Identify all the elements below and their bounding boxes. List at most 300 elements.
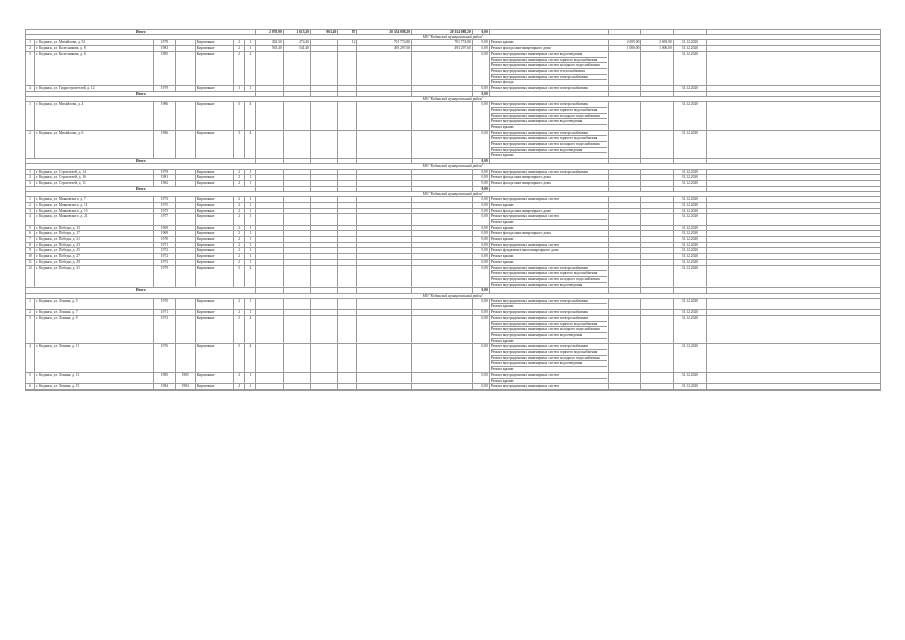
- work-item: Ремонт крыши: [490, 40, 514, 45]
- address-cell: г. Кодинск, ул. Маяковского, д. 21: [35, 214, 154, 225]
- work-item: Ремонт внутридомовых инженерных систем электроснабжения: [491, 316, 607, 322]
- row-number: 1: [26, 40, 35, 46]
- floors-cell: 2: [234, 310, 245, 316]
- empty-cell: [641, 390, 673, 391]
- group-total-pct: [472, 390, 489, 391]
- residents-cell: 12: [338, 40, 357, 46]
- entrances-cell: 4: [245, 102, 256, 131]
- entrances-cell: 1: [245, 384, 256, 390]
- work-item: Ремонт внутридомовых инженерных систем водоотведения: [491, 52, 607, 58]
- pct-cell: 0,00: [472, 130, 489, 159]
- floors-cell: 2: [234, 242, 245, 248]
- row-number: 9: [26, 248, 35, 254]
- cost-cell: 701 774,80: [357, 40, 412, 46]
- pct-cell: 0,00: [472, 265, 489, 288]
- cost-total-cell: [412, 130, 473, 159]
- address-cell: г. Кодинск, ул. Строителей, д. 16: [35, 175, 154, 181]
- row-number: 11: [26, 259, 35, 265]
- deadline-cell: 31.12.2020: [673, 46, 706, 52]
- area-b-cell: [283, 298, 310, 309]
- empty-cell: [609, 390, 641, 391]
- entrances-cell: 1: [245, 214, 256, 225]
- pct-cell: 0,00: [472, 310, 489, 316]
- pct-cell: 0,00: [472, 298, 489, 309]
- unit-cost-cell: [609, 298, 641, 309]
- floors-cell: 2: [234, 225, 245, 231]
- entrances-cell: 4: [245, 315, 256, 344]
- address-cell: г. Кодинск, ул. Михайлова, д. 52: [35, 40, 154, 46]
- deadline-cell: 31.12.2020: [673, 242, 706, 248]
- commission-year-cell: 1984: [175, 384, 195, 390]
- group-total-pct: 0,00: [472, 288, 489, 293]
- row-number: 6: [26, 231, 35, 237]
- work-item: Ремонт внутридомовых инженерных систем: [490, 384, 559, 389]
- floors-cell: 2: [234, 197, 245, 203]
- year-cell: 1975: [154, 202, 175, 208]
- area-c-cell: [311, 51, 338, 85]
- unit-cost-cell: [609, 372, 641, 383]
- deadline-cell: 31.12.2020: [673, 86, 706, 92]
- deadline-cell: 31.12.2020: [673, 265, 706, 288]
- address-cell: г. Кодинск, ул. Ленина, д. 15: [35, 384, 154, 390]
- pct-cell: 0,00: [472, 231, 489, 237]
- area-a-cell: [256, 372, 283, 383]
- row-number: 5: [26, 372, 35, 383]
- work-item: Ремонт внутридомовых инженерных систем электроснабжения: [491, 131, 607, 137]
- pct-cell: 0,00: [472, 384, 489, 390]
- cost-cell: [357, 130, 412, 159]
- floors-cell: 2: [234, 384, 245, 390]
- entrances-cell: 1: [245, 298, 256, 309]
- year-cell: 1976: [154, 344, 175, 373]
- wall-material-cell: Кирпичные: [195, 208, 233, 214]
- deadline-cell: 31.12.2020: [673, 202, 706, 208]
- address-cell: г. Кодинск, ул. Михайлова, д. 4: [35, 102, 154, 131]
- area-c-cell: [311, 130, 338, 159]
- max-cost-cell: [641, 214, 673, 225]
- wall-material-cell: Кирпичные: [195, 298, 233, 309]
- pct-cell: 0,00: [472, 208, 489, 214]
- entrances-cell: 4: [245, 344, 256, 373]
- pct-cell: 0,00: [472, 254, 489, 260]
- works-cell: [489, 214, 608, 225]
- unit-cost-cell: [609, 344, 641, 373]
- pct-cell: 0,00: [472, 315, 489, 344]
- work-item: Ремонт внутридомовых инженерных систем водоотведения: [491, 119, 607, 125]
- unit-cost-cell: [609, 214, 641, 225]
- row-number: 4: [26, 86, 35, 92]
- year-cell: 1972: [154, 248, 175, 254]
- work-item: Ремонт фасада многоквартирного дома: [490, 175, 551, 180]
- group-total-label: Итого: [26, 288, 256, 293]
- residents-cell: [338, 265, 357, 288]
- group-title: МО "Кодинский муниципальный район": [26, 293, 881, 298]
- cost-total-cell: 701 774,80: [412, 40, 473, 46]
- cost-cell: 493 297,60: [357, 46, 412, 52]
- pct-cell: 0,00: [472, 86, 489, 92]
- pct-cell: 0,00: [472, 214, 489, 225]
- group-total-pct: 0,00: [472, 186, 489, 191]
- works-cell: [489, 344, 608, 373]
- work-item: Ремонт фасада многоквартирного дома: [490, 231, 551, 236]
- entrances-cell: 1: [245, 248, 256, 254]
- entrances-cell: 1: [245, 259, 256, 265]
- wall-material-cell: Кирпичные: [195, 86, 233, 92]
- pct-cell: 0,00: [472, 180, 489, 186]
- max-cost-cell: [641, 372, 673, 383]
- floors-cell: 5: [234, 265, 245, 288]
- pct-cell: 0,00: [472, 175, 489, 181]
- pct-cell: 0,00: [472, 344, 489, 373]
- address-cell: г. Кодинск, ул. Колесникова, д. 6: [35, 51, 154, 85]
- entrances-cell: 1: [245, 225, 256, 231]
- year-cell: 1986: [154, 102, 175, 131]
- wall-material-cell: Кирпичные: [195, 372, 233, 383]
- empty-cell: [707, 372, 881, 383]
- work-item: Ремонт крыши: [490, 237, 514, 242]
- floors-cell: 5: [234, 315, 245, 344]
- row-number: 2: [26, 175, 35, 181]
- area-a-cell: [256, 315, 283, 344]
- max-cost-cell: [641, 298, 673, 309]
- work-item: Ремонт внутридомовых инженерных систем холодного водоснабжения: [491, 356, 607, 362]
- area-c-cell: [311, 298, 338, 309]
- cost-total-cell: [412, 372, 473, 383]
- empty-cell: [707, 51, 881, 85]
- deadline-cell: 31.12.2020: [673, 298, 706, 309]
- empty-cell: [707, 390, 881, 391]
- year-cell: 1981: [154, 175, 175, 181]
- work-item: Ремонт крыши: [490, 225, 514, 230]
- year-cell: 1969: [154, 231, 175, 237]
- group-total-pct: 0,00: [472, 159, 489, 164]
- address-cell: г. Кодинск, ул. Ленина, д. 11: [35, 344, 154, 373]
- empty-cell: [707, 344, 881, 373]
- area-a-cell: [256, 298, 283, 309]
- address-cell: г. Кодинск, ул. Строителей, д. 11: [35, 180, 154, 186]
- floors-cell: 1: [234, 86, 245, 92]
- work-item: Ремонт внутридомовых инженерных систем водоотведения: [491, 148, 607, 154]
- entrances-cell: 1: [245, 86, 256, 92]
- wall-material-cell: Кирпичные: [195, 180, 233, 186]
- area-b-cell: [283, 102, 310, 131]
- work-item: Ремонт внутридомовых инженерных систем электроснабжения: [490, 310, 588, 315]
- area-b-cell: 274,40: [283, 40, 310, 46]
- empty-cell: [707, 315, 881, 344]
- wall-material-cell: Кирпичные: [195, 248, 233, 254]
- year-cell: 1973: [154, 197, 175, 203]
- cost-total-cell: [412, 315, 473, 344]
- work-item: Ремонт внутридомовых инженерных систем холодного водоснабжения: [491, 277, 607, 283]
- deadline-cell: 31.12.2020: [673, 169, 706, 175]
- work-item: Ремонт внутридомовых инженерных систем электроснабжения: [491, 266, 607, 272]
- cost-cell: [357, 372, 412, 383]
- wall-material-cell: Кирпичные: [195, 315, 233, 344]
- address-cell: г. Кодинск, ул. Михайлова, д. 6: [35, 130, 154, 159]
- floors-cell: 2: [234, 202, 245, 208]
- entrances-cell: 1: [245, 254, 256, 260]
- entrances-cell: 1: [245, 208, 256, 214]
- group-title: МО "Кодинский муниципальный район": [26, 191, 881, 196]
- pct-cell: 0,00: [472, 102, 489, 131]
- work-item: Ремонт внутридомовых инженерных систем электроснабжения: [490, 86, 588, 91]
- cost-total-cell: [412, 214, 473, 225]
- area-b-cell: [283, 344, 310, 373]
- wall-material-cell: Кирпичные: [195, 169, 233, 175]
- residents-cell: [338, 130, 357, 159]
- group-title: МО "Кодинский муниципальный район": [26, 96, 881, 101]
- deadline-cell: 31.12.2020: [673, 254, 706, 260]
- deadline-cell: 31.12.2020: [673, 175, 706, 181]
- table-row: [26, 315, 881, 344]
- deadline-cell: 31.12.2020: [673, 197, 706, 203]
- work-item: Ремонт внутридомовых инженерных систем электроснабжения: [490, 169, 588, 174]
- year-cell: 1984: [154, 384, 175, 390]
- total-pct: 0,00: [472, 30, 489, 35]
- residents-cell: [338, 214, 357, 225]
- work-item: Ремонт внутридомовых инженерных систем водоотведения: [490, 282, 583, 287]
- row-number: 8: [26, 242, 35, 248]
- work-item: Ремонт фасада многоквартирного дома: [490, 208, 551, 213]
- group-total-pct: 0,00: [472, 91, 489, 96]
- max-cost-cell: [641, 130, 673, 159]
- commission-year-cell: [175, 51, 195, 85]
- wall-material-cell: Кирпичные: [195, 265, 233, 288]
- row-number: 2: [26, 130, 35, 159]
- pct-cell: 0,00: [472, 259, 489, 265]
- floors-cell: 2: [234, 248, 245, 254]
- work-item: Ремонт внутридомовых инженерных систем электроснабжения: [491, 344, 607, 350]
- empty-cell: [707, 298, 881, 309]
- total-area-a: 2 078,90: [256, 30, 283, 35]
- cost-cell: [357, 315, 412, 344]
- work-item: Ремонт внутридомовых инженерных систем: [491, 214, 607, 220]
- address-cell: г. Кодинск, ул. Победы, д. 23: [35, 242, 154, 248]
- floors-cell: 2: [234, 51, 245, 85]
- work-item: Ремонт крыши: [490, 304, 514, 309]
- address-cell: г. Кодинск, ул. Победы, д. 29: [35, 259, 154, 265]
- row-number: 1: [26, 298, 35, 309]
- wall-material-cell: Кирпичные: [195, 242, 233, 248]
- work-item: Ремонт внутридомовых инженерных систем: [490, 197, 559, 202]
- group-total-label: Итого: [26, 186, 256, 191]
- unit-cost-cell: [609, 265, 641, 288]
- floors-cell: 2: [234, 208, 245, 214]
- area-b-cell: 541,40: [283, 46, 310, 52]
- row-number: 7: [26, 237, 35, 243]
- year-cell: 1982: [154, 180, 175, 186]
- table-row: [26, 372, 881, 383]
- cost-cell: [357, 344, 412, 373]
- wall-material-cell: Кирпичные: [195, 46, 233, 52]
- address-cell: г. Кодинск, ул. Маяковского, д. 11: [35, 202, 154, 208]
- deadline-cell: 31.12.2020: [673, 180, 706, 186]
- commission-year-cell: [175, 102, 195, 131]
- floors-cell: 2: [234, 237, 245, 243]
- max-cost-cell: [641, 344, 673, 373]
- works-cell: [489, 265, 608, 288]
- pct-cell: 0,00: [472, 51, 489, 85]
- area-b-cell: [283, 315, 310, 344]
- residents-cell: [338, 51, 357, 85]
- deadline-cell: 31.12.2020: [673, 310, 706, 316]
- total-area-b: 1 615,20: [283, 30, 310, 35]
- commission-year-cell: [175, 344, 195, 373]
- floors-cell: 2: [234, 298, 245, 309]
- works-cell: [489, 298, 608, 309]
- row-number: 6: [26, 384, 35, 390]
- works-cell: [489, 102, 608, 131]
- commission-year-cell: 1985: [175, 372, 195, 383]
- area-a-cell: 593,40: [256, 46, 283, 52]
- year-cell: 1972: [154, 315, 175, 344]
- work-item: Ремонт внутридомовых инженерных систем горячего водоснабжения: [491, 322, 607, 328]
- work-item: Ремонт внутридомовых инженерных систем водоотведения: [491, 333, 607, 339]
- pct-cell: 0,00: [472, 197, 489, 203]
- table-row: [26, 298, 881, 309]
- work-item: Ремонт внутридомовых инженерных систем холодного водоснабжения: [491, 63, 607, 69]
- entrances-cell: 1: [245, 46, 256, 52]
- year-cell: 1979: [154, 169, 175, 175]
- floors-cell: 2: [234, 169, 245, 175]
- works-cell: [489, 315, 608, 344]
- total-residents: 87: [338, 30, 357, 35]
- empty-cell: [673, 390, 706, 391]
- row-number: 4: [26, 214, 35, 225]
- row-number: 2: [26, 310, 35, 316]
- entrances-cell: 1: [245, 197, 256, 203]
- row-number: 1: [26, 197, 35, 203]
- work-item: Ремонт фундамента многоквартирного дома: [490, 248, 559, 253]
- residents-cell: [338, 298, 357, 309]
- year-cell: 1969: [154, 225, 175, 231]
- year-cell: 1970: [154, 298, 175, 309]
- work-item: Ремонт внутридомовых инженерных систем горячего водоснабжения: [491, 108, 607, 114]
- address-cell: г. Кодинск, ул. Ленина, д. 13: [35, 372, 154, 383]
- deadline-cell: 31.12.2020: [673, 259, 706, 265]
- area-a-cell: [256, 214, 283, 225]
- address-cell: г. Кодинск, ул. Ленина, д. 9: [35, 315, 154, 344]
- deadline-cell: 31.12.2020: [673, 130, 706, 159]
- entrances-cell: 1: [245, 202, 256, 208]
- area-b-cell: [283, 51, 310, 85]
- row-number: 3: [26, 315, 35, 344]
- deadline-cell: 31.12.2020: [673, 344, 706, 373]
- address-cell: г. Кодинск, ул. Победы, д. 15: [35, 225, 154, 231]
- residents-cell: [338, 102, 357, 131]
- entrances-cell: 2: [245, 51, 256, 85]
- pct-cell: 0,00: [472, 225, 489, 231]
- group-title: МО "Кодинский муниципальный район": [26, 164, 881, 169]
- row-number: 3: [26, 51, 35, 85]
- work-item: Ремонт крыши: [490, 338, 514, 343]
- row-number: 3: [26, 208, 35, 214]
- empty-cell: [707, 130, 881, 159]
- wall-material-cell: Кирпичные: [195, 237, 233, 243]
- unit-cost-cell: [609, 51, 641, 85]
- deadline-cell: 31.12.2020: [673, 102, 706, 131]
- cost-cell: [357, 102, 412, 131]
- work-item: Ремонт внутридомовых инженерных систем: [490, 242, 559, 247]
- area-c-cell: [311, 265, 338, 288]
- group-total-row: [26, 390, 881, 391]
- year-cell: 1971: [154, 242, 175, 248]
- table-row: [26, 130, 881, 159]
- year-cell: 1979: [154, 265, 175, 288]
- entrances-cell: 4: [245, 265, 256, 288]
- wall-material-cell: Кирпичные: [195, 40, 233, 46]
- entrances-cell: 1: [245, 242, 256, 248]
- residents-cell: [338, 344, 357, 373]
- cost-cell: [357, 298, 412, 309]
- cost-total-cell: [412, 265, 473, 288]
- area-a-cell: 302,30: [256, 40, 283, 46]
- area-c-cell: [311, 372, 338, 383]
- max-cost-cell: 1 006,00: [641, 46, 673, 52]
- area-c-cell: [311, 344, 338, 373]
- year-cell: 1986: [154, 130, 175, 159]
- address-cell: г. Кодинск, ул. Гидростроителей, д. 12: [35, 86, 154, 92]
- work-item: Ремонт внутридомовых инженерных систем холодного водоснабжения: [491, 114, 607, 120]
- cost-cell: [357, 214, 412, 225]
- area-c-cell: [311, 214, 338, 225]
- works-cell: [489, 51, 608, 85]
- floors-cell: 5: [234, 102, 245, 131]
- cost-total-cell: [412, 51, 473, 85]
- pct-cell: 0,00: [472, 248, 489, 254]
- unit-cost-cell: [609, 315, 641, 344]
- total-label: Итого: [26, 30, 256, 35]
- pct-cell: 0,00: [472, 46, 489, 52]
- group-total-label: Итого: [26, 91, 256, 96]
- wall-material-cell: Кирпичные: [195, 214, 233, 225]
- pct-cell: 0,00: [472, 242, 489, 248]
- area-b-cell: [283, 214, 310, 225]
- year-cell: 1985: [154, 51, 175, 85]
- deadline-cell: 31.12.2020: [673, 237, 706, 243]
- floors-cell: 2: [234, 372, 245, 383]
- pct-cell: 0,00: [472, 202, 489, 208]
- address-cell: г. Кодинск, ул. Победы, д. 17: [35, 231, 154, 237]
- year-cell: 1970: [154, 237, 175, 243]
- row-number: 5: [26, 225, 35, 231]
- entrances-cell: 1: [245, 175, 256, 181]
- row-number: 1: [26, 102, 35, 131]
- address-cell: г. Кодинск, ул. Победы, д. 31: [35, 265, 154, 288]
- work-item: Ремонт внутридомовых инженерных систем: [491, 373, 607, 379]
- year-cell: 1975: [154, 208, 175, 214]
- wall-material-cell: Кирпичные: [195, 197, 233, 203]
- work-item: Ремонт внутридомовых инженерных систем горячего водоснабжения: [491, 350, 607, 356]
- work-item: Ремонт фасада многоквартирного дома: [490, 180, 551, 185]
- work-item: Ремонт крыши: [490, 153, 514, 158]
- capital-repair-table: [25, 29, 881, 391]
- cost-cell: [357, 51, 412, 85]
- work-item: Ремонт крыши: [490, 219, 514, 224]
- cost-total-cell: [412, 344, 473, 373]
- entrances-cell: 1: [245, 169, 256, 175]
- commission-year-cell: [175, 130, 195, 159]
- wall-material-cell: Кирпичные: [195, 225, 233, 231]
- work-item: Ремонт внутридомовых инженерных систем электроснабжения: [491, 102, 607, 108]
- row-number: 12: [26, 265, 35, 288]
- work-item: Ремонт крыши: [490, 124, 514, 129]
- address-cell: г. Кодинск, ул. Маяковского, д. 7: [35, 197, 154, 203]
- deadline-cell: 31.12.2020: [673, 384, 706, 390]
- floors-cell: 2: [234, 40, 245, 46]
- row-number: 1: [26, 169, 35, 175]
- address-cell: г. Кодинск, ул. Колесникова, д. 8: [35, 46, 154, 52]
